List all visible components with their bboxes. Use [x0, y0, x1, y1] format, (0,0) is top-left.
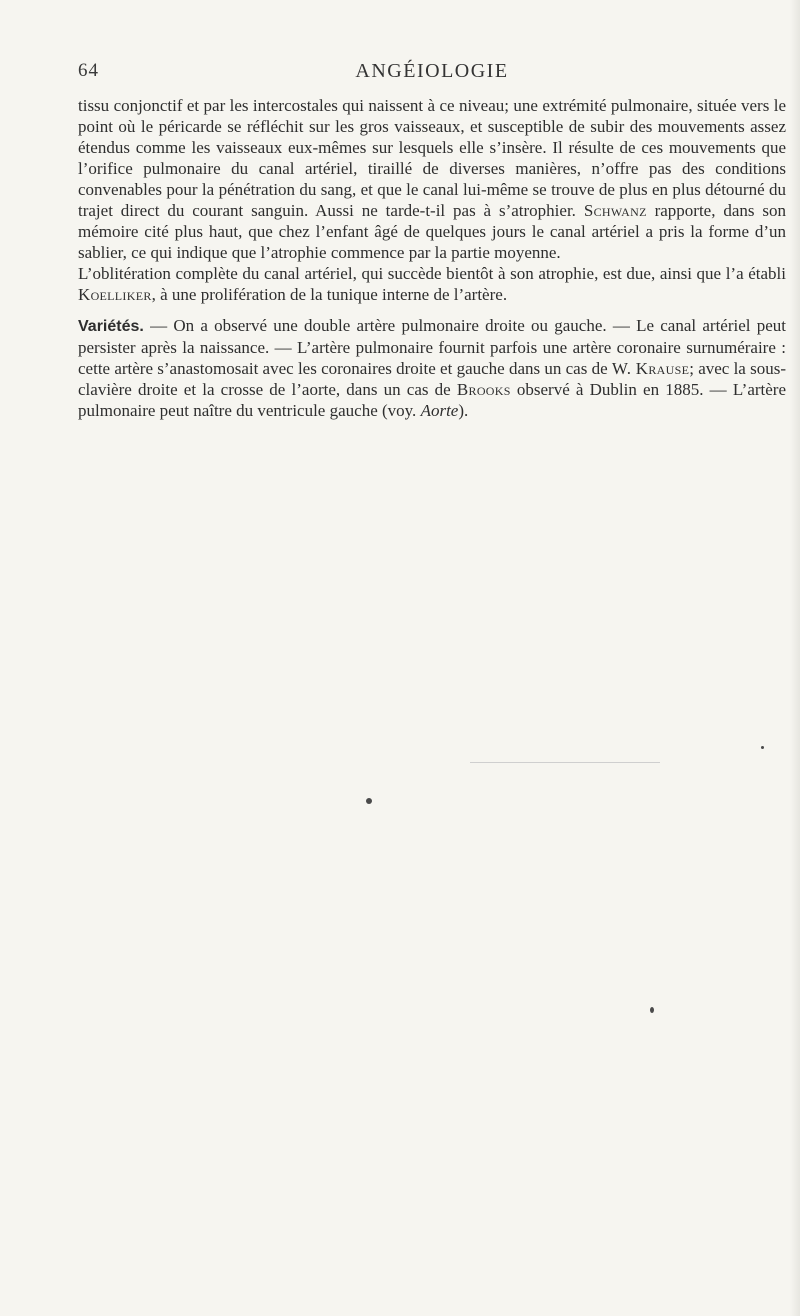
running-head: ANGÉIOLOGIE: [355, 60, 509, 82]
paragraph-obliteration: [78, 263, 786, 305]
ink-speck: [650, 1007, 654, 1013]
paragraph-mouvements: [78, 95, 786, 263]
author-name: Koelliker: [78, 285, 152, 304]
section-heading: Variétés.: [78, 318, 144, 335]
page-edge-shadow: [790, 0, 800, 1316]
author-name: W. Krause: [611, 359, 690, 378]
paragraph-varietes: [78, 315, 786, 421]
cross-reference: Aorte: [420, 401, 459, 420]
page-number: 64: [78, 60, 99, 81]
ink-speck: [366, 798, 372, 804]
paragraph-text: ; avec la sous-clavière droite et la crosse de l’aorte, dans un cas de: [78, 359, 787, 399]
author-name: Schwanz: [583, 201, 647, 220]
paragraph-text: — On a observé une double artère pulmonaire droite ou gauche. — Le canal artériel peut persister après la naissance. — L’artère pulmonaire fournit parfois une artère coronaire surnuméraire : cette artère s’anastomosait avec les coronaires droite et gauche dans un cas de: [78, 316, 786, 378]
paragraph-text: tissu conjonctif et par les intercostales qui naissent à ce niveau; une extrémité pulmonaire, située vers le point où le péricarde se réfléchit sur les gros vaisseaux, et susceptible de subir des mouvements assez étendus comme les vaisseaux eux-mêmes sur lesquels elle s’insère. Il résulte de ces mouvements que l’orifice pulmonaire du canal artériel, tiraillé de diverses manières, n’offre pas des conditions convenables pour la pénétration du sang, et que le canal lui-même se trouve de plus en plus détourné du trajet direct du courant sanguin. Aussi ne tarde-t-il pas à s’atrophier.: [78, 96, 786, 220]
ink-speck: [761, 746, 764, 749]
paragraph-text: rapporte, dans son mémoire cité plus haut, que chez l’enfant âgé de quelques jours le canal artériel a pris la forme d’un sablier, ce qui indique que l’atrophie commence par la partie moyenne.: [78, 201, 786, 262]
paragraph-text: observé à Dublin en 1885. — L’artère pulmonaire peut naître du ventricule gauche (voy.: [78, 380, 786, 420]
body-text: [78, 95, 786, 421]
page-header: [78, 60, 786, 90]
paragraph-text: L’oblitération complète du canal artériel, qui succède bientôt à son atrophie, est due, ainsi que l’a établi: [78, 264, 786, 283]
paragraph-text: , à une prolifération de la tunique interne de l’artère.: [151, 285, 508, 304]
author-name: Brooks: [456, 380, 511, 399]
faint-rule: [470, 762, 660, 763]
paragraph-text: ).: [458, 401, 469, 420]
